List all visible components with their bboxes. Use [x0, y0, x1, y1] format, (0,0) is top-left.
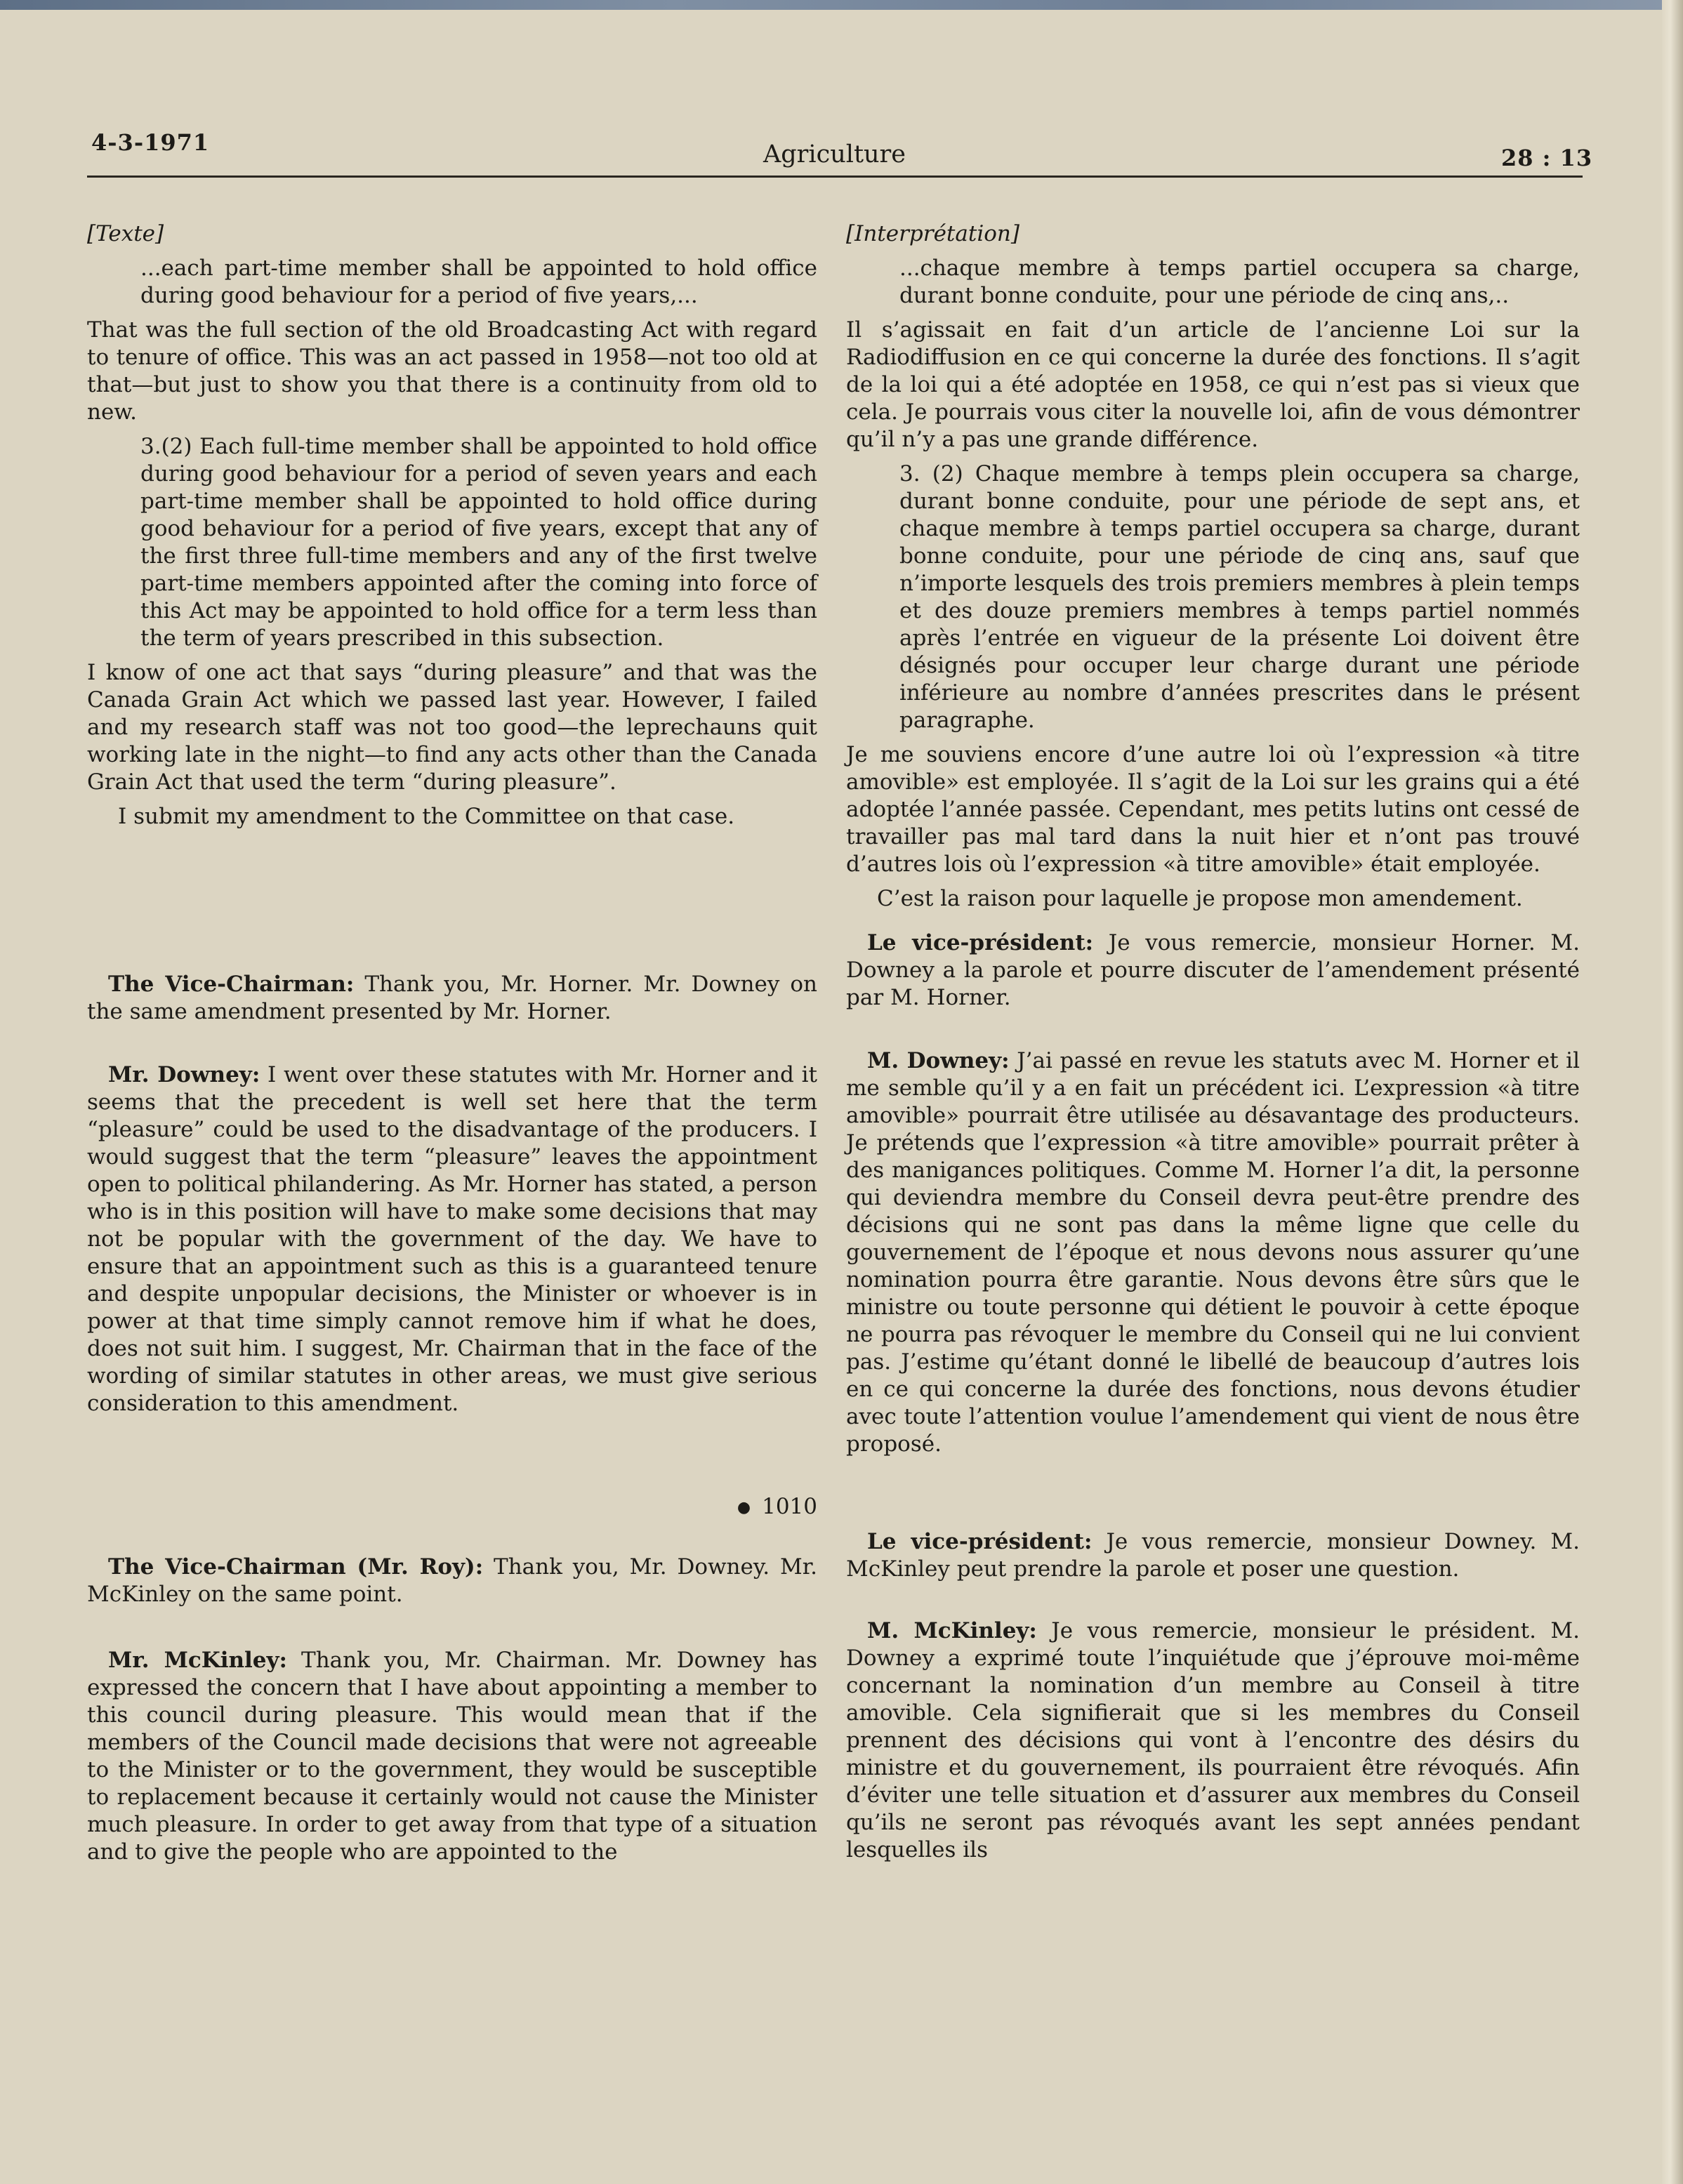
speech-text: Je vous remercie, monsieur Horner. M. Downey a la parole et pourre discuter de l’amendement présenté par M. Horner. — [846, 930, 1580, 1010]
speaker-name: M. McKinley: — [867, 1618, 1037, 1643]
book-edge-right — [1662, 0, 1683, 2184]
speech-text: I went over these statutes with Mr. Horner and it seems that the precedent is well set here that the term “pleasure” could be used to the disadvantage of the producers. I would suggest that the term “pleasure” leaves the appointment open to political philandering. As Mr. Horner has stated, a person who is in this position will have to make some decisions that may not be popular with the government of the day. We have to ensure that an appointment such as this is a guaranteed tenure and despite unpopular decisions, the Minister or whoever is in power at that time simply cannot remove him if what he does, does not suit him. I suggest, Mr. Chairman that in the face of the wording of similar statutes in other areas, we must give serious consideration to this amendment. — [87, 1062, 817, 1416]
speaker-name: The Vice-Chairman: — [108, 972, 355, 997]
paragraph: Il s’agissait en fait d’un article de l’ancienne Loi sur la Radiodiffusion en ce qui concerne la durée des fonctions. Il s’agit de la loi qui a été adoptée en 1958, ce qui n’est pas si vieux que cela. Je pourrais vous citer la nouvelle loi, afin de vous démontrer qu’il n’y a pas une grande différence. — [846, 317, 1580, 452]
paragraph: C’est la raison pour laquelle je propose mon amendement. — [877, 886, 1523, 911]
speech-text: Thank you, Mr. Chairman. Mr. Downey has expressed the concern that I have about appointing a member to this council during pleasure. This would mean that if the members of the Council made decisions that were not agreeable to the Minister or to the government, they would be susceptible to replacement because it certainly would not cause the Minister much pleasure. In order to get away from that type of a situation and to give the people who are appointed to the — [87, 1648, 817, 1865]
speech-text: J’ai passé en revue les statuts avec M. Horner et il me semble qu’il y a en fait un précédent ici. L’expression «à titre amovible» pourrait être utilisée au désavantage des producteurs. Je prétends que l’expression «à titre amovible» pourrait prêter à des manigances politiques. Comme M. Horner l’a dit, la personne qui deviendra membre du Conseil devra peut-être prendre des décisions qui ne sont pas dans la même ligne que celle du gouvernement de l’époque et nous devons nous assurer qu’une nomination pourra être garantie. Nous devons être sûrs que le ministre ou toute personne qui détient le pouvoir à cette époque ne pourra pas révoquer le membre du Conseil qui ne lui convient pas. J’estime qu’étant donné le libellé de beaucoup d’autres lois en ce qui concerne la durée des fonctions, nous devons étudier avec toute l’attention voulue l’amendement qui vient de nous être proposé. — [846, 1048, 1580, 1457]
header-rule — [87, 176, 1583, 178]
speech-text: Thank you, Mr. Horner. Mr. Downey on the same amendment presented by Mr. Horner. — [87, 972, 817, 1024]
french-column — [846, 220, 1580, 1871]
speaker-turn — [846, 1047, 1580, 1458]
speaker-name: Mr. Downey: — [108, 1062, 260, 1087]
speaker-turn — [87, 1554, 817, 1608]
paragraph: I submit my amendment to the Committee on that case. — [118, 804, 735, 829]
speech-text: Je vous remercie, monsieur Downey. M. McKinley peut prendre la parole et poser une question. — [846, 1529, 1580, 1582]
speech-text: Je vous remercie, monsieur le président. M. Downey a exprimé toute l’inquiétude que j’éprouve moi-même concernant la nomination d’un membre au Conseil à titre amovible. Cela signifierait que si les membres du Conseil prennent des décisions qui vont à l’encontre des désirs du ministre et du gouvernement, ils pourraient être révoqués. Afin d’éviter une telle situation et d’assurer aux membres du Conseil qu’ils ne seront pas révoqués avant les sept années pendant lesquelles ils — [846, 1618, 1580, 1862]
book-edge-top — [0, 0, 1683, 10]
speaker-turn — [87, 1061, 817, 1417]
speaker-turn — [846, 1528, 1580, 1583]
speaker-turn — [846, 929, 1580, 1012]
header-page-number: 28 : 13 — [1501, 145, 1593, 171]
english-column — [87, 220, 817, 1873]
speaker-name: Le vice-président: — [867, 1529, 1093, 1554]
speaker-turn — [846, 1617, 1580, 1864]
paragraph: That was the full section of the old Broadcasting Act with regard to tenure of office. This was an act passed in 1958—not too old at that—but just to show you that there is a continuity from old to new. — [87, 317, 817, 425]
document-page — [0, 10, 1662, 2184]
speaker-turn — [87, 1647, 817, 1866]
paragraph: I know of one act that says “during pleasure” and that was the Canada Grain Act which we passed last year. However, I failed and my research staff was not too good—the leprechauns quit working late in the night—to find any acts other than the Canada Grain Act that used the term “during pleasure”. — [87, 660, 817, 795]
speaker-name: Le vice-président: — [867, 930, 1094, 955]
speaker-name: The Vice-Chairman (Mr. Roy): — [108, 1554, 484, 1580]
time-value: 1010 — [762, 1494, 817, 1519]
header-date: 4-3-1971 — [91, 129, 210, 156]
quoted-text: 3.(2) Each full-time member shall be appointed to hold office during good behaviour for a period of seven years and each part-time member shall be appointed to hold office during good behaviour for a period of five years, except that any of the first three full-time members and any of the first twelve part-time members appointed after the coming into force of this Act may be appointed to hold office for a term less than the term of years prescribed in this subsection. — [140, 434, 817, 651]
speaker-name: Mr. McKinley: — [108, 1648, 287, 1673]
paragraph: Je me souviens encore d’une autre loi où l’expression «à titre amovible» est employée. Il s’agit de la Loi sur les grains qui a été adoptée l’année passée. Cependant, mes petits lutins ont cessé de travailler pas mal tard dans la nuit hier et n’ont pas trouvé d’autres lois où l’expression «à titre amovible» était employée. — [846, 742, 1580, 877]
quoted-text: ...each part-time member shall be appointed to hold office during good behaviour for a period of five years,... — [140, 256, 817, 308]
language-tag: [Interprétation] — [846, 221, 1019, 246]
time-marker — [87, 1493, 817, 1521]
speaker-name: M. Downey: — [867, 1048, 1010, 1073]
quoted-text: 3. (2) Chaque membre à temps plein occupera sa charge, durant bonne conduite, pour une période de sept ans, et chaque membre à temps partiel occupera sa charge, durant bonne conduite, pour une période de cinq ans, sauf que n’importe lesquels des trois premiers membres à plein temps et des douze premiers membres à temps partiel nommés après l’entrée en vigueur de la présente Loi doivent être désignés pour occuper leur charge durant une période inférieure au nombre d’années prescrites dans le présent paragraphe. — [899, 461, 1580, 733]
speaker-turn — [87, 971, 817, 1026]
bullet-icon: ● — [737, 1499, 751, 1516]
header-title: Agriculture — [763, 140, 906, 168]
speech-text: Thank you, Mr. Downey. Mr. McKinley on the same point. — [87, 1554, 817, 1607]
language-tag: [Texte] — [87, 221, 164, 246]
quoted-text: ...chaque membre à temps partiel occupera sa charge, durant bonne conduite, pour une période de cinq ans,.. — [899, 256, 1580, 308]
